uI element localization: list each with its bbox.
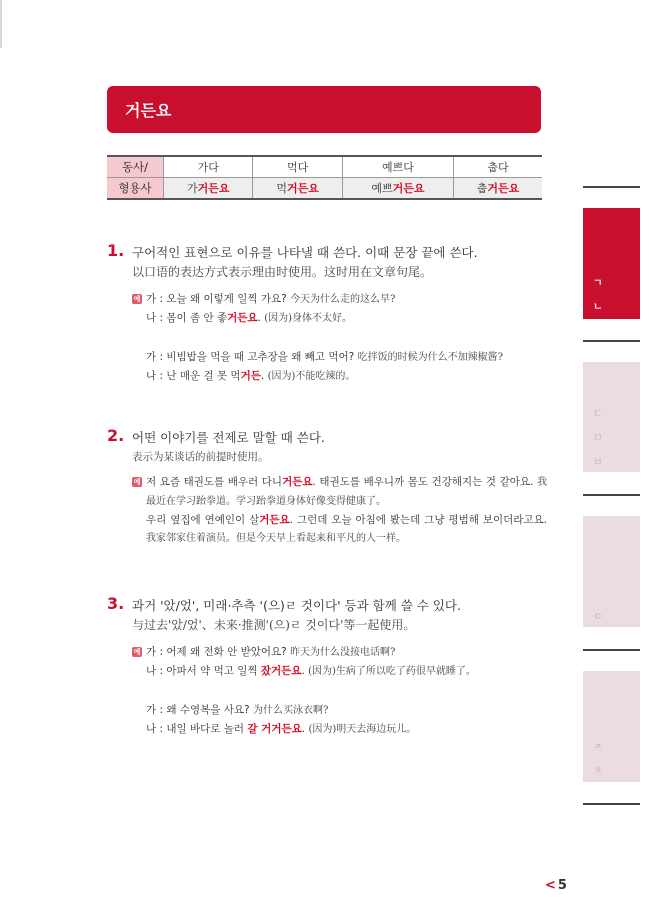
tab-divider xyxy=(583,340,640,342)
tab-glyph: ㅁ xyxy=(593,433,603,444)
example-line: 가 : 어제 왜 전화 안 받았어요? 昨天为什么没接电话啊? xyxy=(146,646,396,658)
tab-glyph: ㅈ xyxy=(593,742,603,753)
table-cell-form: 가거든요 xyxy=(164,178,253,200)
example-line: 가 : 오늘 왜 이렇게 일찍 가요? 今天为什么走的这么早? xyxy=(146,293,396,305)
table-label-adjective: 형용사 xyxy=(107,178,164,200)
tab-divider xyxy=(583,649,640,651)
section-explanation-korean: 어떤 이야기를 전제로 말할 때 쓴다. xyxy=(132,430,325,445)
tab-glyph: ㄴ xyxy=(593,302,603,313)
table-cell-form: 예쁘거든요 xyxy=(342,178,453,200)
tab-glyph: ㅂ xyxy=(593,457,603,468)
conjugation-table xyxy=(107,155,542,200)
tab-divider xyxy=(583,186,640,188)
example-line: 가 : 왜 수영복을 사요? 为什么买泳衣啊? xyxy=(146,704,329,716)
chevron-left-icon: < xyxy=(545,878,556,893)
section-explanation-korean: 구어적인 표현으로 이유를 나타낼 때 쓴다. 이때 문장 끝에 쓴다. xyxy=(132,245,478,260)
tab-divider xyxy=(583,803,640,805)
table-label-verb: 동사/ xyxy=(107,156,164,178)
section-number: 2. xyxy=(107,426,125,445)
section-number: 3. xyxy=(107,594,125,613)
tab-divider xyxy=(583,494,640,496)
example-block xyxy=(132,473,547,548)
example-line: 가 : 비빔밥을 먹을 때 고추장을 왜 빼고 먹어? 吃拌饭的时候为什么不加辣椒酱? xyxy=(146,351,503,363)
example-block xyxy=(132,643,547,739)
table-row-forms xyxy=(107,178,542,200)
section-2 xyxy=(107,426,548,548)
tab-glyph: ㄱ xyxy=(593,278,603,289)
table-cell-verb: 춥다 xyxy=(454,156,542,178)
page-title: 거든요 xyxy=(125,101,172,120)
section-explanation-chinese: 以口语的表达方式表示理由时使用。这时用在文章句尾。 xyxy=(132,265,433,279)
section-explanation-chinese: 与过去'았/었'、未来·推测'(으)ㄹ 것이다'等一起使用。 xyxy=(132,618,416,632)
index-tab-ieung[interactable] xyxy=(583,516,640,627)
table-cell-form: 춥거든요 xyxy=(454,178,542,200)
tab-glyph: ㅇ xyxy=(593,612,603,623)
example-line: 나 : 난 매운 걸 못 먹거든. (因为)不能吃辣的。 xyxy=(146,370,356,382)
section-1 xyxy=(107,241,547,386)
page-number: < 5 xyxy=(545,878,567,893)
title-bar xyxy=(107,86,541,133)
index-tab-jieut-chieut[interactable] xyxy=(583,671,640,782)
example-badge-icon: 예 xyxy=(133,648,141,656)
example-paragraph: 우리 옆집에 연예인이 살거든요. 그런데 오늘 아침에 봤는데 그냥 평범해 보이더라고요. 我家邻家住着演员。但是今天早上看起来和平凡的人一样。 xyxy=(146,514,548,544)
example-line: 나 : 내일 바다로 놀러 갈 거거든요. (因为)明天去海边玩儿。 xyxy=(146,723,417,735)
example-badge-icon: 예 xyxy=(133,478,141,486)
section-3 xyxy=(107,594,547,739)
section-number: 1. xyxy=(107,241,125,260)
section-explanation-korean: 과거 '았/었', 미래·추측 '(으)ㄹ 것이다' 등과 함께 쓸 수 있다. xyxy=(132,598,461,613)
tab-glyph: ㅊ xyxy=(593,766,603,777)
table-cell-form: 먹거든요 xyxy=(253,178,342,200)
tab-glyph: ㄷ xyxy=(593,409,603,420)
example-line: 나 : 아파서 약 먹고 일찍 잤거든요. (因为)生病了所以吃了药很早就睡了。 xyxy=(146,665,476,677)
table-cell-verb: 예쁘다 xyxy=(342,156,453,178)
index-tab-giyeok-nieun[interactable] xyxy=(583,208,640,319)
table-row-verbs xyxy=(107,156,542,178)
index-tab-digeut-mieum-bieup[interactable] xyxy=(583,362,640,472)
section-explanation-chinese: 表示为某谈话的前提时使用。 xyxy=(132,451,269,463)
left-margin-rule xyxy=(0,0,2,48)
example-badge-icon: 예 xyxy=(133,295,141,303)
example-paragraph: 저 요즘 태권도를 배우러 다니거든요. 태권도를 배우니까 몸도 건강해지는 것 같아요. 我最近在学习跆拳道。学习跆拳道身体好像变得健康了。 xyxy=(146,476,547,507)
table-cell-verb: 가다 xyxy=(164,156,253,178)
table-cell-verb: 먹다 xyxy=(253,156,342,178)
example-block xyxy=(132,290,547,386)
example-line: 나 : 몸이 좀 안 좋거든요. (因为)身体不太好。 xyxy=(146,312,353,324)
